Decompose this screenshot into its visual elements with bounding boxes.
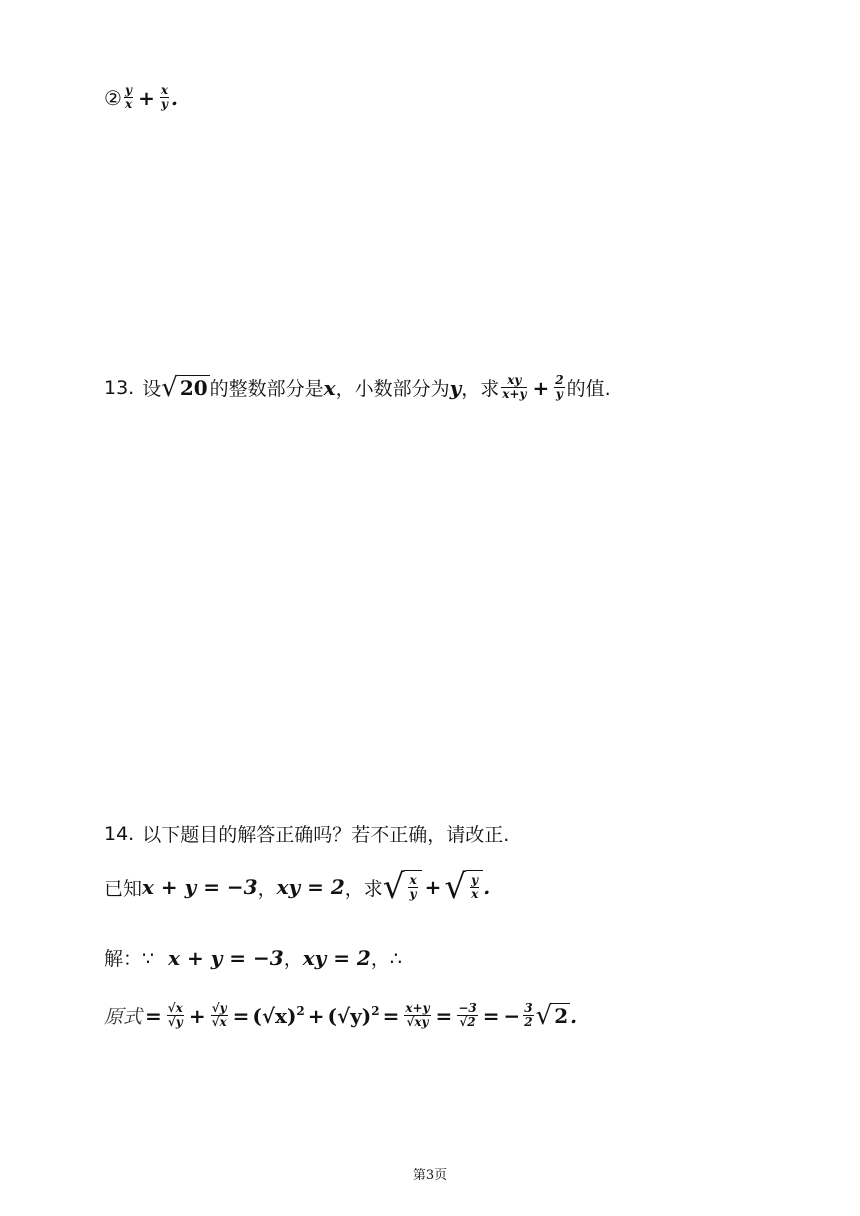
question-13: 13. 设 √ 20 的整数部分是 x ，小数部分为 y ，求 $\frac{xy}{x+y}$ + $\frac{2}{y}$ 的值. <box>104 372 611 403</box>
sqrt-y-over-x: √ $\frac{y}{x}$ <box>444 870 483 904</box>
question-14-given: 已知 x + y = −3 ， xy = 2 ，求 √ $\frac{x}{y}$ + √ $\frac{y}{x}$ . <box>104 867 491 907</box>
solution-derivation: 原式 = $\frac{√x}{√y}$ + $\frac{√y}{√x}$ = (√x) $^2$ + (√y) $^2$ = $\frac{x+y}{√xy}$ = $\frac{-3}{√2}$ = − $\frac{3}{2}$ √ 2 . <box>104 1000 578 1031</box>
question-14-title: 14. 以下题目的解答正确吗？若不正确，请改正. <box>104 822 510 846</box>
solution-premise: 解：∵ x + y = −3 ， xy = 2 ，∴ <box>104 945 402 970</box>
circled-2-marker: ② <box>104 85 122 110</box>
page-number: 第3页 <box>412 1168 448 1183</box>
plus-sign: + <box>138 85 155 110</box>
fraction-2-over-y: $\frac{2}{y}$ <box>555 373 564 401</box>
sqrt-20: √ 20 <box>161 372 208 403</box>
fraction-xy-over-x-plus-y: $\frac{xy}{x+y}$ <box>502 373 527 401</box>
sqrt-2: √ 2 <box>535 1000 569 1031</box>
question-number: 14. <box>104 822 135 845</box>
sqrt-x-over-y: √ $\frac{x}{y}$ <box>383 870 422 904</box>
item-2-expression: ② $\frac{y}{x}$ + $\frac{x}{y}$ . <box>104 83 178 111</box>
original-expression-label: 原式 <box>104 1006 143 1028</box>
question-number: 13. <box>104 376 135 399</box>
fraction-x-over-y: $\frac{x}{y}$ <box>160 83 169 111</box>
fraction-y-over-x: $\frac{y}{x}$ <box>124 83 133 111</box>
